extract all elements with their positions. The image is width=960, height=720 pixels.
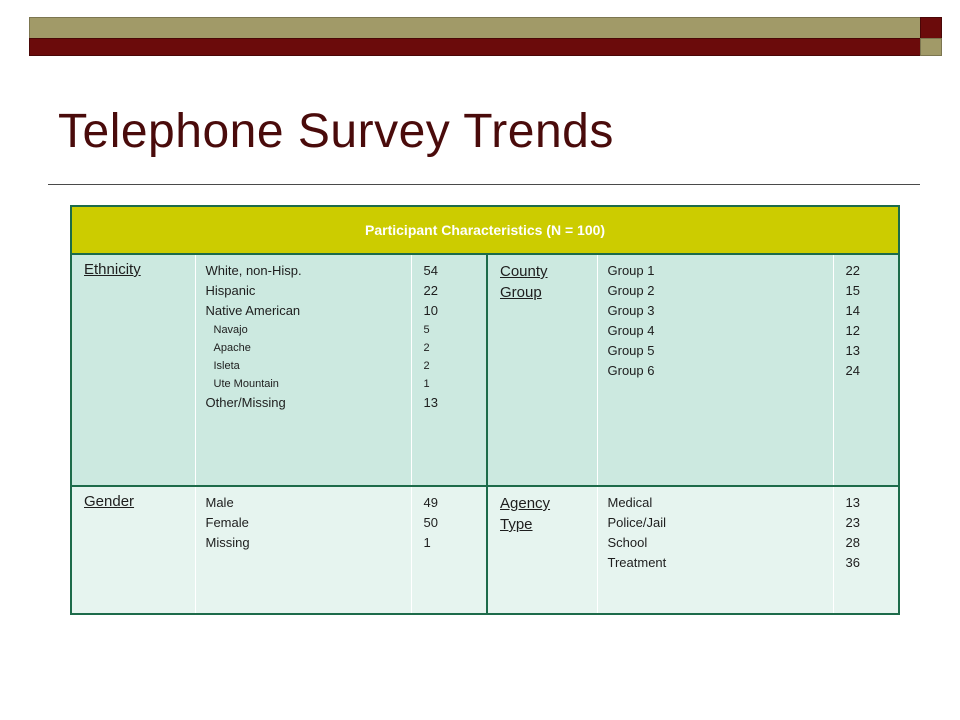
corner-olive-square	[920, 38, 942, 56]
list-item: White, non-Hisp.	[205, 263, 302, 278]
list-item: Treatment	[607, 555, 667, 570]
agency-type-items-cell	[597, 486, 833, 614]
list-subitem: Navajo	[213, 324, 248, 336]
value: 14	[845, 303, 860, 318]
value: 54	[423, 263, 438, 278]
list-item: Missing	[205, 535, 250, 550]
county-group-label-cell	[487, 254, 597, 486]
value: 50	[423, 515, 438, 530]
value: 24	[845, 363, 860, 378]
sub-value: 5	[423, 324, 430, 336]
value: 13	[423, 395, 438, 410]
agency-type-values-cell	[833, 486, 899, 614]
sub-value: 2	[423, 360, 430, 372]
gender-values-cell	[411, 486, 487, 614]
county-group-label-line2: Group	[500, 284, 542, 301]
value: 12	[845, 323, 860, 338]
table-row	[71, 254, 899, 486]
agency-type-label-cell	[487, 486, 597, 614]
table-row	[71, 486, 899, 614]
list-subitem: Ute Mountain	[213, 378, 279, 390]
list-item: Other/Missing	[205, 395, 286, 410]
ethnicity-label: Ethnicity	[84, 261, 141, 278]
value: 13	[845, 343, 860, 358]
list-item: Group 1	[607, 263, 655, 278]
value: 49	[423, 495, 438, 510]
sub-value: 1	[423, 378, 430, 390]
table-header	[71, 206, 899, 254]
agency-type-label-line2: Type	[500, 516, 533, 533]
agency-type-label-line1: Agency	[500, 495, 551, 512]
list-item: Medical	[607, 495, 653, 510]
ethnicity-values-cell	[411, 254, 487, 486]
ethnicity-label-cell	[71, 254, 195, 486]
value: 10	[423, 303, 438, 318]
list-item: Native American	[205, 303, 301, 318]
list-subitem: Isleta	[213, 360, 240, 372]
list-item: Group 4	[607, 323, 655, 338]
list-item: School	[607, 535, 648, 550]
list-item: Police/Jail	[607, 515, 667, 530]
sub-value: 2	[423, 342, 430, 354]
value: 22	[845, 263, 860, 278]
value: 1	[423, 535, 431, 550]
list-item: Male	[205, 495, 234, 510]
gender-label: Gender	[84, 493, 135, 510]
title-divider	[48, 184, 920, 185]
county-group-items-cell	[597, 254, 833, 486]
list-item: Group 2	[607, 283, 655, 298]
county-group-label-line1: County	[500, 263, 548, 280]
list-item: Female	[205, 515, 249, 530]
gender-items-cell	[195, 486, 411, 614]
list-item: Group 6	[607, 363, 655, 378]
value: 36	[845, 555, 860, 570]
table-header-text: Participant Characteristics (N = 100)	[365, 222, 606, 238]
value: 15	[845, 283, 860, 298]
slide-title: Telephone Survey Trends	[58, 105, 614, 158]
value: 23	[845, 515, 860, 530]
top-maroon-bar	[29, 38, 921, 56]
value: 13	[845, 495, 860, 510]
county-group-values-cell	[833, 254, 899, 486]
gender-label-cell	[71, 486, 195, 614]
list-item: Group 5	[607, 343, 655, 358]
value: 28	[845, 535, 860, 550]
value: 22	[423, 283, 438, 298]
ethnicity-items-cell	[195, 254, 411, 486]
participant-characteristics-table	[70, 205, 900, 615]
top-olive-bar	[29, 17, 921, 39]
list-item: Group 3	[607, 303, 655, 318]
list-subitem: Apache	[213, 342, 251, 354]
list-item: Hispanic	[205, 283, 256, 298]
corner-maroon-square	[920, 17, 942, 39]
